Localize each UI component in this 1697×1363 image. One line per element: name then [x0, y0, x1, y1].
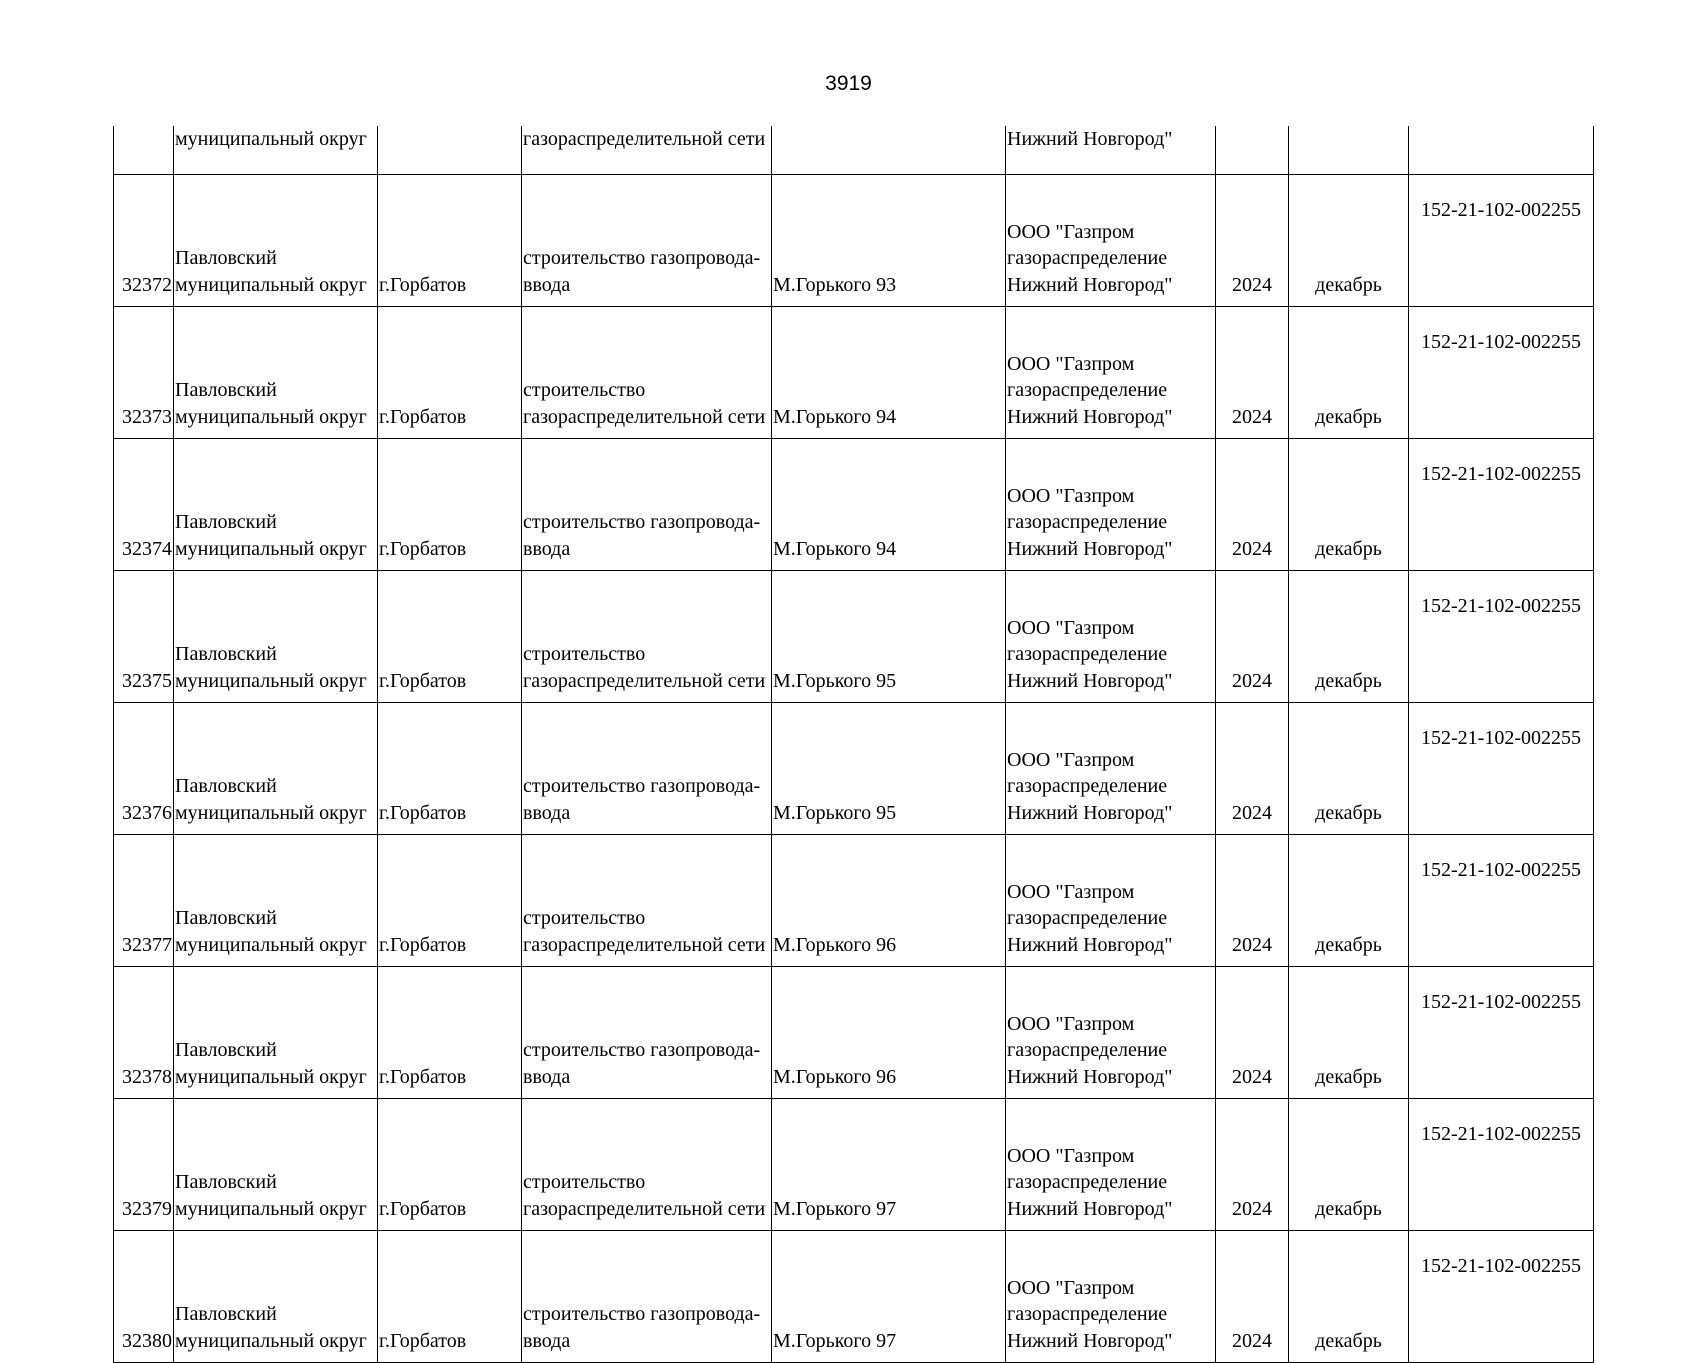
organization-cell — [1006, 1099, 1216, 1231]
work-type-cell-line: газораспределительной сети — [523, 1197, 766, 1220]
organization-cell-line: Нижний Новгород" — [1007, 1329, 1173, 1352]
code-cell: 152-21-102-002255 — [1409, 175, 1594, 307]
work-type-cell-line: строительство газопровода- — [523, 1039, 761, 1061]
organization-cell-line: ООО "Газпром — [1007, 1276, 1135, 1299]
address-cell: М.Горького 97 — [772, 1231, 1006, 1363]
organization-cell-line: ООО "Газпром — [1007, 616, 1135, 639]
district-cell — [174, 1099, 378, 1231]
work-type-cell — [522, 1231, 772, 1363]
organization-cell-line: ООО "Газпром — [1007, 220, 1135, 243]
work-type-cell-line: строительство — [523, 643, 646, 665]
work-type-cell — [522, 703, 772, 835]
district-cell — [174, 703, 378, 835]
address-cell: М.Горького 95 — [772, 703, 1006, 835]
table-row — [114, 1099, 1594, 1231]
table-row — [114, 175, 1594, 307]
year-cell: 2024 — [1216, 175, 1289, 307]
district-cell-line: Павловский — [175, 511, 277, 533]
organization-cell-line: Нижний Новгород" — [1007, 1197, 1173, 1220]
table-row-continued — [114, 126, 1594, 175]
district-cell-line: Павловский — [175, 1303, 277, 1325]
organization-cell — [1006, 1231, 1216, 1363]
address-cell: М.Горького 96 — [772, 835, 1006, 967]
work-type-cell — [522, 1099, 772, 1231]
district-cell-line: Павловский — [175, 1171, 277, 1193]
work-type-cell-line: строительство — [523, 1171, 646, 1193]
page-number: 3919 — [825, 72, 872, 95]
organization-cell-line: Нижний Новгород" — [1007, 128, 1173, 150]
code-cell: 152-21-102-002255 — [1409, 703, 1594, 835]
organization-cell — [1006, 307, 1216, 439]
work-type-cell-line: газораспределительной сети — [523, 933, 766, 956]
city-cell: г.Горбатов — [378, 571, 522, 703]
work-type-cell-line: ввода — [523, 537, 571, 560]
month-cell: декабрь — [1289, 439, 1409, 571]
code-cell: 152-21-102-002255 — [1409, 835, 1594, 967]
row-number: 32375 — [114, 571, 174, 703]
row-number — [114, 126, 174, 175]
year-cell: 2024 — [1216, 439, 1289, 571]
organization-cell-line: газораспределение — [1007, 775, 1168, 797]
organization-cell-line: Нижний Новгород" — [1007, 801, 1173, 824]
district-cell — [174, 439, 378, 571]
table-row — [114, 835, 1594, 967]
organization-cell-line: газораспределение — [1007, 247, 1168, 269]
city-cell: г.Горбатов — [378, 1231, 522, 1363]
organization-cell — [1006, 703, 1216, 835]
organization-cell-line: Нижний Новгород" — [1007, 669, 1173, 692]
organization-cell — [1006, 439, 1216, 571]
row-number: 32372 — [114, 175, 174, 307]
organization-cell-line: Нижний Новгород" — [1007, 405, 1173, 428]
district-cell — [174, 967, 378, 1099]
district-cell-line: муниципальный округ — [175, 933, 367, 956]
city-cell: г.Горбатов — [378, 439, 522, 571]
year-cell: 2024 — [1216, 835, 1289, 967]
organization-cell-line: газораспределение — [1007, 379, 1168, 401]
city-cell: г.Горбатов — [378, 967, 522, 1099]
organization-cell-line: ООО "Газпром — [1007, 352, 1135, 375]
work-type-cell-line: ввода — [523, 801, 571, 824]
year-cell: 2024 — [1216, 1099, 1289, 1231]
table-row — [114, 307, 1594, 439]
work-type-cell — [522, 835, 772, 967]
work-type-cell — [522, 439, 772, 571]
district-cell-line: Павловский — [175, 379, 277, 401]
organization-cell-line: газораспределение — [1007, 1171, 1168, 1193]
code-cell: 152-21-102-002255 — [1409, 967, 1594, 1099]
code-cell: 152-21-102-002255 — [1409, 571, 1594, 703]
address-cell: М.Горького 95 — [772, 571, 1006, 703]
district-cell — [174, 1231, 378, 1363]
month-cell: декабрь — [1289, 967, 1409, 1099]
district-cell-line: муниципальный округ — [175, 273, 367, 296]
year-cell: 2024 — [1216, 703, 1289, 835]
district-cell-line: Павловский — [175, 643, 277, 665]
row-number: 32380 — [114, 1231, 174, 1363]
district-cell — [174, 175, 378, 307]
organization-cell-line: Нижний Новгород" — [1007, 273, 1173, 296]
table-row — [114, 1231, 1594, 1363]
month-cell: декабрь — [1289, 175, 1409, 307]
address-cell: М.Горького 94 — [772, 307, 1006, 439]
district-cell-line: Павловский — [175, 775, 277, 797]
organization-cell-line: ООО "Газпром — [1007, 1012, 1135, 1035]
month-cell: декабрь — [1289, 703, 1409, 835]
organization-cell-line: газораспределение — [1007, 907, 1168, 929]
work-type-cell — [522, 126, 772, 175]
registry-table-body — [114, 126, 1594, 1363]
district-cell-line: муниципальный округ — [175, 405, 367, 428]
month-cell: декабрь — [1289, 1231, 1409, 1363]
work-type-cell-line: строительство — [523, 379, 646, 401]
organization-cell — [1006, 571, 1216, 703]
work-type-cell-line: строительство — [523, 907, 646, 929]
district-cell-line: Павловский — [175, 247, 277, 269]
month-cell: декабрь — [1289, 835, 1409, 967]
city-cell: г.Горбатов — [378, 175, 522, 307]
organization-cell — [1006, 967, 1216, 1099]
registry-table — [113, 126, 1594, 1363]
work-type-cell-line: строительство газопровода- — [523, 511, 761, 533]
district-cell-line: муниципальный округ — [175, 537, 367, 560]
district-cell — [174, 126, 378, 175]
work-type-cell-line: ввода — [523, 273, 571, 296]
district-cell-line: муниципальный округ — [175, 669, 367, 692]
city-cell: г.Горбатов — [378, 1099, 522, 1231]
work-type-cell-line: строительство газопровода- — [523, 247, 761, 269]
city-cell: г.Горбатов — [378, 703, 522, 835]
work-type-cell-line: ввода — [523, 1065, 571, 1088]
year-cell: 2024 — [1216, 1231, 1289, 1363]
address-cell: М.Горького 97 — [772, 1099, 1006, 1231]
district-cell — [174, 571, 378, 703]
organization-cell — [1006, 175, 1216, 307]
district-cell-line: муниципальный округ — [175, 128, 367, 150]
organization-cell-line: газораспределение — [1007, 1303, 1168, 1325]
month-cell: декабрь — [1289, 307, 1409, 439]
year-cell — [1216, 126, 1289, 175]
work-type-cell-line: ввода — [523, 1329, 571, 1352]
work-type-cell-line: газораспределительной сети — [523, 128, 766, 150]
code-cell — [1409, 126, 1594, 175]
table-row — [114, 439, 1594, 571]
organization-cell-line: Нижний Новгород" — [1007, 537, 1173, 560]
row-number: 32378 — [114, 967, 174, 1099]
month-cell — [1289, 126, 1409, 175]
district-cell-line: муниципальный округ — [175, 801, 367, 824]
work-type-cell-line: строительство газопровода- — [523, 775, 761, 797]
work-type-cell — [522, 571, 772, 703]
district-cell-line: муниципальный округ — [175, 1065, 367, 1088]
address-cell: М.Горького 96 — [772, 967, 1006, 1099]
organization-cell-line: газораспределение — [1007, 1039, 1168, 1061]
row-number: 32377 — [114, 835, 174, 967]
organization-cell-line: газораспределение — [1007, 511, 1168, 533]
organization-cell — [1006, 835, 1216, 967]
row-number: 32374 — [114, 439, 174, 571]
month-cell: декабрь — [1289, 1099, 1409, 1231]
district-cell-line: Павловский — [175, 907, 277, 929]
work-type-cell — [522, 967, 772, 1099]
city-cell: г.Горбатов — [378, 307, 522, 439]
year-cell: 2024 — [1216, 967, 1289, 1099]
code-cell: 152-21-102-002255 — [1409, 1231, 1594, 1363]
city-cell — [378, 126, 522, 175]
table-row — [114, 703, 1594, 835]
organization-cell-line: ООО "Газпром — [1007, 880, 1135, 903]
address-cell: М.Горького 94 — [772, 439, 1006, 571]
work-type-cell-line: газораспределительной сети — [523, 669, 766, 692]
work-type-cell-line: газораспределительной сети — [523, 405, 766, 428]
row-number: 32376 — [114, 703, 174, 835]
organization-cell-line: ООО "Газпром — [1007, 1144, 1135, 1167]
organization-cell-line: ООО "Газпром — [1007, 748, 1135, 771]
year-cell: 2024 — [1216, 307, 1289, 439]
code-cell: 152-21-102-002255 — [1409, 307, 1594, 439]
organization-cell-line: Нижний Новгород" — [1007, 933, 1173, 956]
district-cell — [174, 307, 378, 439]
organization-cell-line: газораспределение — [1007, 643, 1168, 665]
district-cell — [174, 835, 378, 967]
table-row — [114, 967, 1594, 1099]
table-row — [114, 571, 1594, 703]
address-cell: М.Горького 93 — [772, 175, 1006, 307]
row-number: 32373 — [114, 307, 174, 439]
district-cell-line: Павловский — [175, 1039, 277, 1061]
city-cell: г.Горбатов — [378, 835, 522, 967]
row-number: 32379 — [114, 1099, 174, 1231]
work-type-cell-line: строительство газопровода- — [523, 1303, 761, 1325]
organization-cell — [1006, 126, 1216, 175]
district-cell-line: муниципальный округ — [175, 1197, 367, 1220]
organization-cell-line: Нижний Новгород" — [1007, 1065, 1173, 1088]
code-cell: 152-21-102-002255 — [1409, 1099, 1594, 1231]
organization-cell-line: ООО "Газпром — [1007, 484, 1135, 507]
year-cell: 2024 — [1216, 571, 1289, 703]
work-type-cell — [522, 307, 772, 439]
code-cell: 152-21-102-002255 — [1409, 439, 1594, 571]
work-type-cell — [522, 175, 772, 307]
address-cell — [772, 126, 1006, 175]
month-cell: декабрь — [1289, 571, 1409, 703]
district-cell-line: муниципальный округ — [175, 1329, 367, 1352]
